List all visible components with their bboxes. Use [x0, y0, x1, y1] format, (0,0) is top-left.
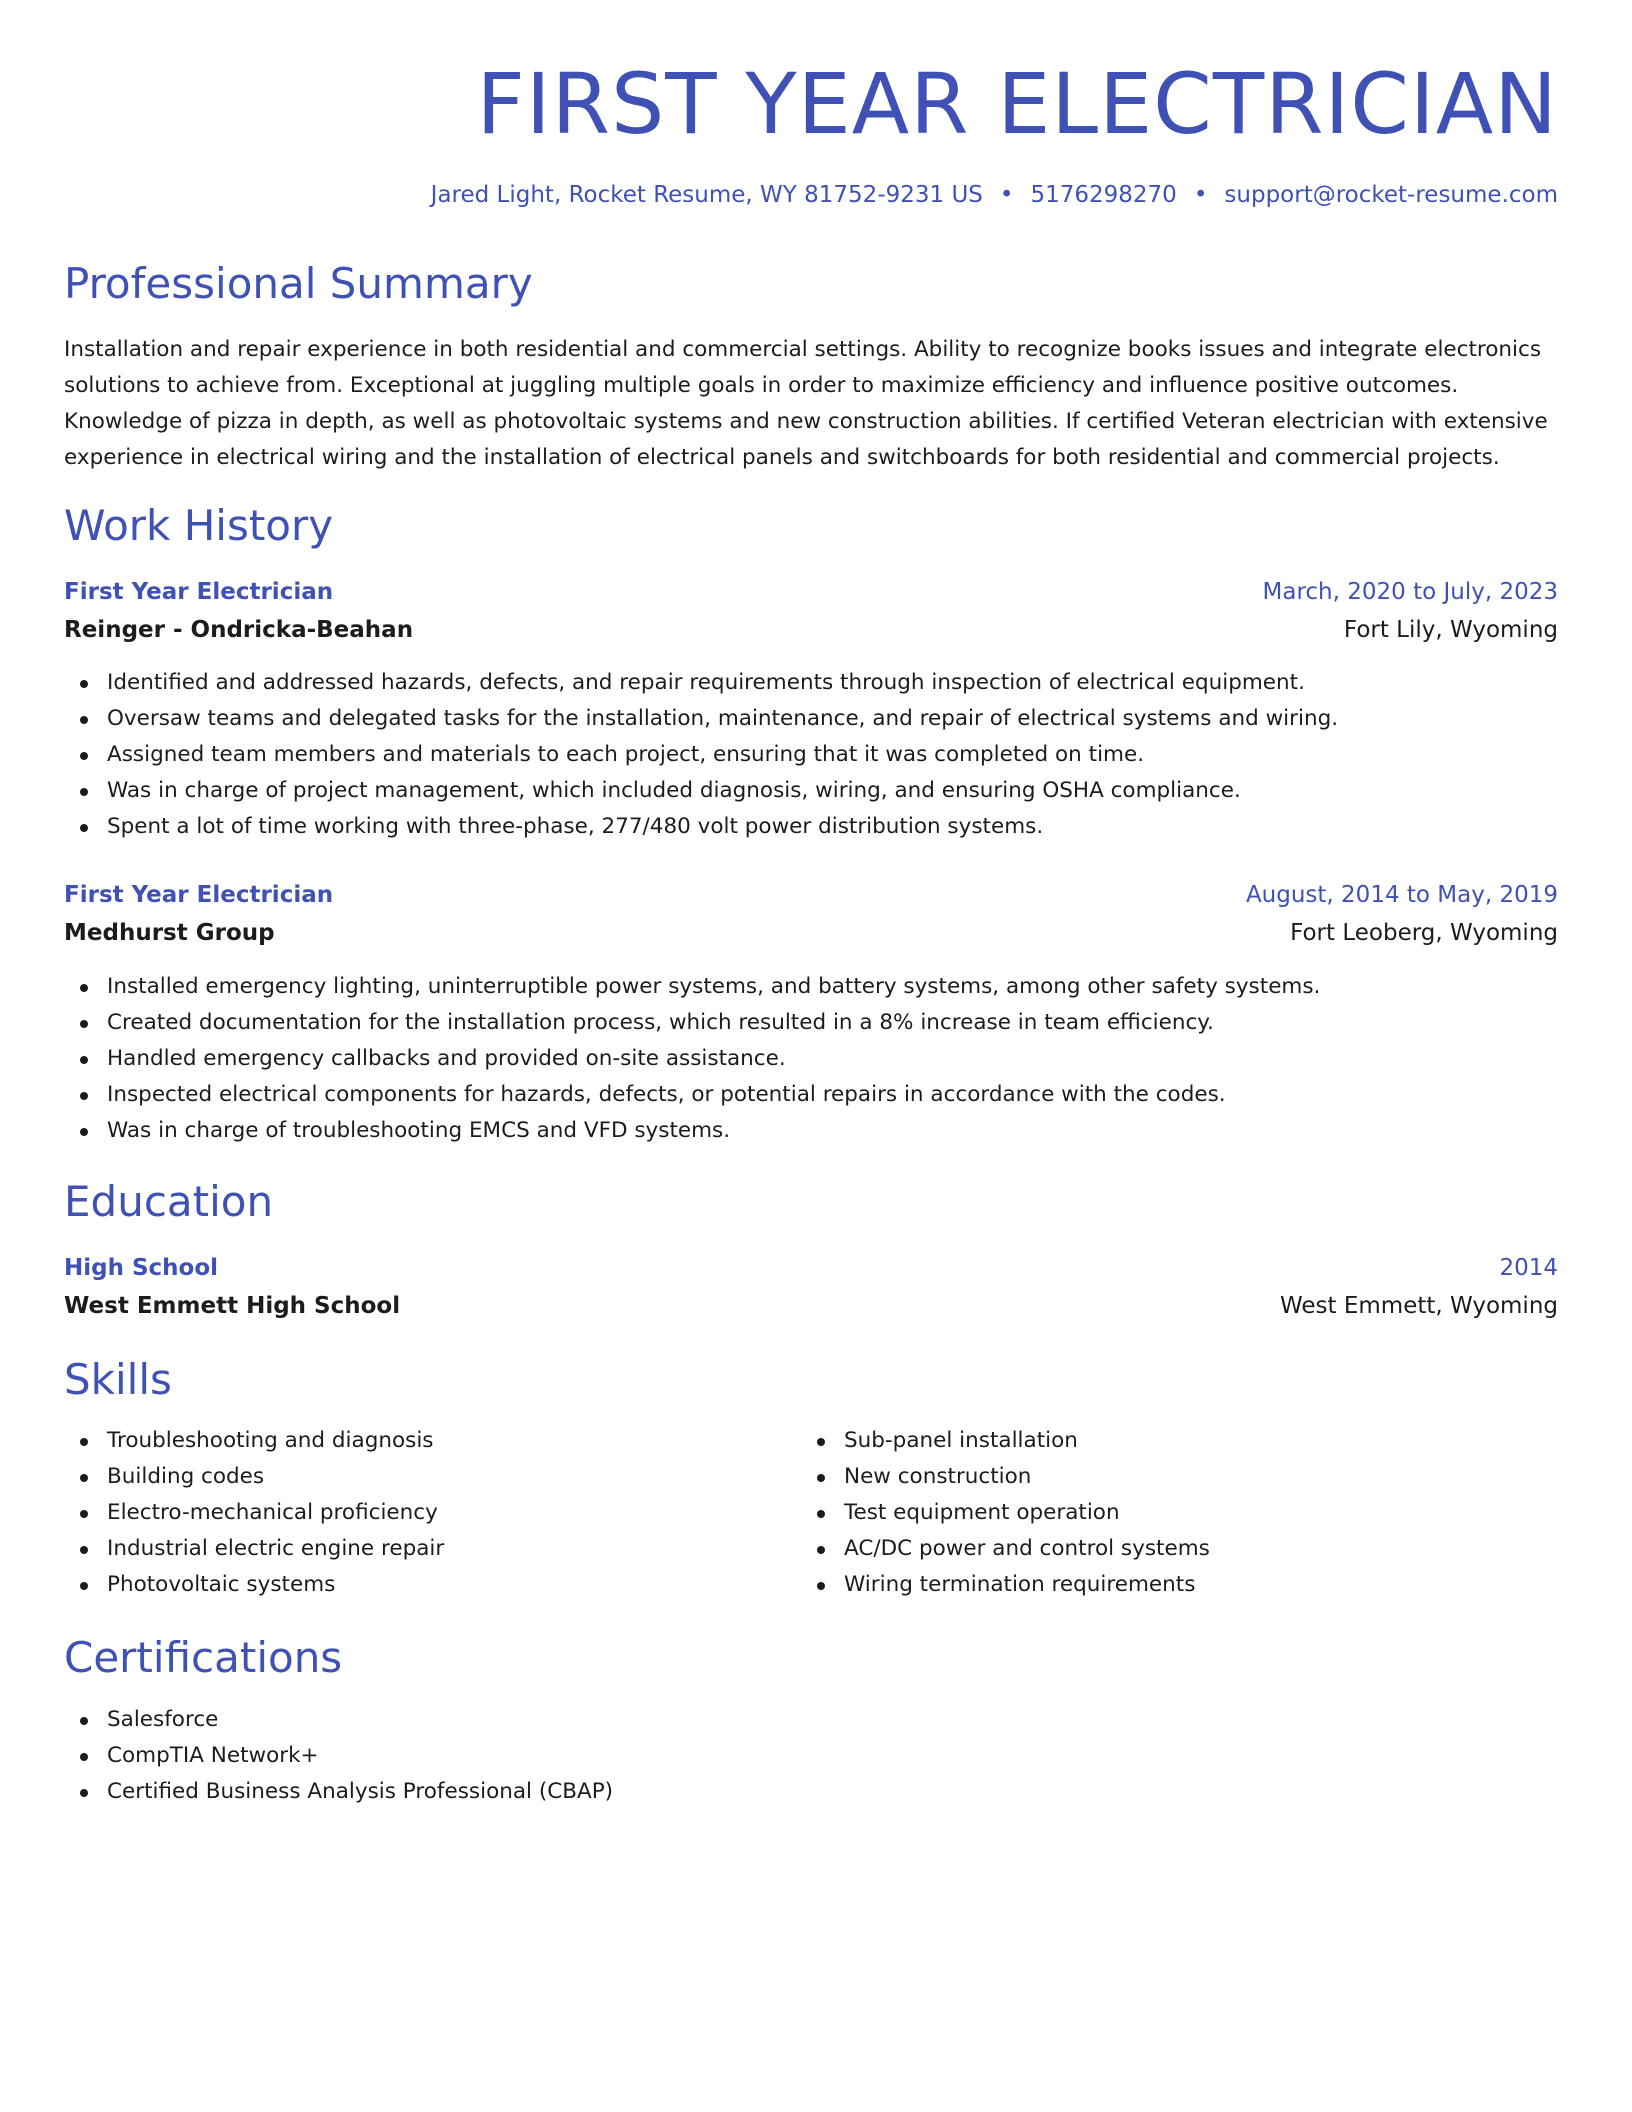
- contact-phone[interactable]: 5176298270: [1030, 182, 1177, 208]
- education-location: West Emmett, Wyoming: [1280, 1293, 1558, 1319]
- job-bullet: Inspected electrical components for hazards, defects, or potential repairs in accordance with the codes.: [64, 1077, 1320, 1113]
- job-bullet-list: [64, 969, 1320, 1149]
- job-title: First Year Electrician: [64, 579, 334, 605]
- contact-email[interactable]: support@rocket-resume.com: [1224, 182, 1558, 208]
- skill-item: Sub-panel installation: [801, 1423, 1210, 1459]
- job-bullet: Oversaw teams and delegated tasks for the installation, maintenance, and repair of electrical systems and wiring.: [64, 701, 1338, 737]
- job-location: Fort Lily, Wyoming: [1343, 617, 1558, 643]
- skill-item: Wiring termination requirements: [801, 1567, 1210, 1603]
- job-bullet: Was in charge of troubleshooting EMCS and VFD systems.: [64, 1113, 1320, 1149]
- job-bullet: Handled emergency callbacks and provided on-site assistance.: [64, 1041, 1320, 1077]
- job-bullet: Was in charge of project management, which included diagnosis, wiring, and ensuring OSHA compliance.: [64, 773, 1338, 809]
- job-bullet: Assigned team members and materials to each project, ensuring that it was completed on time.: [64, 737, 1338, 773]
- skill-item: New construction: [801, 1459, 1210, 1495]
- job-company-row: [64, 612, 1558, 648]
- job-bullet-list: [64, 665, 1338, 845]
- job-bullet: Installed emergency lighting, uninterruptible power systems, and battery systems, among other safety systems.: [64, 969, 1320, 1005]
- job-company: Medhurst Group: [64, 920, 275, 946]
- job-location: Fort Leoberg, Wyoming: [1290, 920, 1558, 946]
- job-title-row: [64, 877, 1558, 913]
- skill-item: Troubleshooting and diagnosis: [64, 1423, 444, 1459]
- skill-item: Electro-mechanical proficiency: [64, 1495, 444, 1531]
- job-title-row: [64, 574, 1558, 610]
- job-company-row: [64, 915, 1558, 951]
- education-year: 2014: [1499, 1255, 1558, 1281]
- education-school-row: [64, 1288, 1558, 1324]
- section-heading-summary: Professional Summary: [64, 259, 533, 308]
- skill-item: AC/DC power and control systems: [801, 1531, 1210, 1567]
- section-heading-skills: Skills: [64, 1355, 172, 1404]
- certification-item: CompTIA Network+: [64, 1738, 613, 1774]
- contact-address: Jared Light, Rocket Resume, WY 81752-9231 US: [430, 182, 983, 208]
- job-title: First Year Electrician: [64, 882, 334, 908]
- certification-item: Certified Business Analysis Professional (CBAP): [64, 1774, 613, 1810]
- contact-separator: •: [999, 182, 1014, 208]
- job-bullet: Spent a lot of time working with three-phase, 277/480 volt power distribution systems.: [64, 809, 1338, 845]
- job-bullet: Identified and addressed hazards, defects, and repair requirements through inspection of electrical equipment.: [64, 665, 1338, 701]
- section-heading-work-history: Work History: [64, 501, 334, 550]
- section-heading-certifications: Certifications: [64, 1633, 343, 1682]
- skill-item: Industrial electric engine repair: [64, 1531, 444, 1567]
- contact-separator: •: [1193, 182, 1208, 208]
- job-bullet: Created documentation for the installation process, which resulted in a 8% increase in team efficiency.: [64, 1005, 1320, 1041]
- job-dates: August, 2014 to May, 2019: [1245, 882, 1558, 908]
- skill-item: Building codes: [64, 1459, 444, 1495]
- summary-text: Installation and repair experience in both residential and commercial settings. Ability to recognize books issues and integrate electronics solutions to achieve from. Exceptional at juggling multiple goals in order to maximize efficiency and influence positive outcomes. Knowledge of pizza in depth, as well as photovoltaic systems and new construction abilities. If certified Veteran electrician with extensive experience in electrical wiring and the installation of electrical panels and switchboards for both residential and commercial projects.: [64, 337, 1548, 470]
- certifications-list: [64, 1702, 613, 1810]
- contact-line: [431, 178, 1558, 212]
- education-degree: High School: [64, 1255, 219, 1281]
- skills-list-left: [64, 1423, 444, 1603]
- education-school: West Emmett High School: [64, 1293, 401, 1319]
- certification-item: Salesforce: [64, 1702, 613, 1738]
- section-heading-education: Education: [64, 1177, 274, 1226]
- education-degree-row: [64, 1250, 1558, 1286]
- job-company: Reinger - Ondricka-Beahan: [64, 617, 414, 643]
- resume-title: FIRST YEAR ELECTRICIAN: [476, 55, 1558, 153]
- skill-item: Test equipment operation: [801, 1495, 1210, 1531]
- skills-list-right: [801, 1423, 1210, 1603]
- skill-item: Photovoltaic systems: [64, 1567, 444, 1603]
- job-dates: March, 2020 to July, 2023: [1262, 579, 1558, 605]
